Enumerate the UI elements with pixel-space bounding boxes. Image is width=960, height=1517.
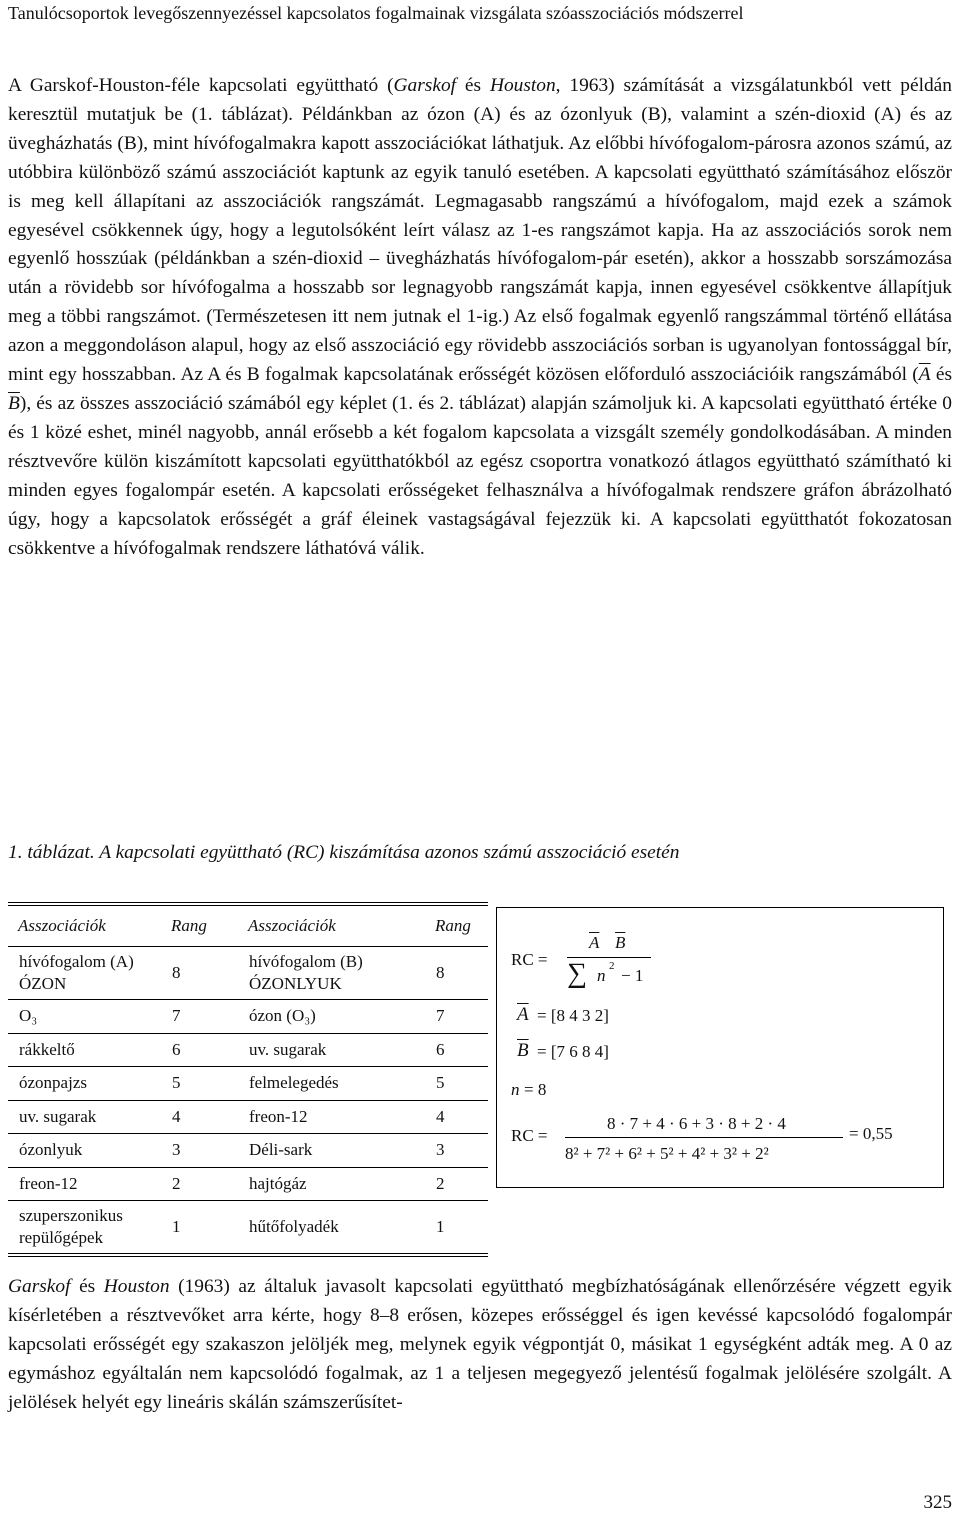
rank-b-cell: 1 (425, 1201, 488, 1256)
col-header-associations-a: Asszociációk (8, 904, 161, 947)
association-a-cell: rákkeltő (8, 1033, 161, 1067)
rank-a-cell: 5 (161, 1067, 238, 1101)
association-a-cell: hívófogalom (A) ÓZON (8, 947, 161, 1000)
rank-a-cell: 8 (161, 947, 238, 1000)
a-vector-label: $\overline{A}$ (517, 1004, 529, 1025)
association-a-cell: uv. sugarak (8, 1100, 161, 1134)
page-number: 325 (923, 1492, 952, 1513)
rc-calc-denominator: 8² + 7² + 6² + 5² + 4² + 3² + 2² (565, 1144, 769, 1163)
rank-b-cell: 8 (425, 947, 488, 1000)
rc-calc-numerator: 8 · 7 + 4 · 6 + 3 · 8 + 2 · 4 (607, 1114, 786, 1133)
association-b-cell: hajtógáz (238, 1167, 425, 1201)
association-b-cell: ózon (O₃) (238, 1000, 425, 1034)
rc-numerator-b: $\overline{B}$ (615, 933, 626, 952)
table-row (8, 1167, 488, 1201)
rc-denominator-exp: 2 (609, 960, 615, 972)
rc-numerator-a: $\overline{A}$ (589, 933, 600, 952)
association-rank-table (8, 902, 488, 1257)
rank-a-cell: 1 (161, 1201, 238, 1256)
rank-b-cell: 4 (425, 1100, 488, 1134)
body-paragraph-2: Garskof és Houston (1963) az általuk javasolt kapcsolati együttható megbízhatóságának ellenőrzésére végzett egyik kísérletében a résztvevőket arra kérte, hogy 8–8 erősen, közepes erősséggel és igen kevéssé kapcsolódó fogalompár kapcsolati erősségét egy szakaszon jelöljék meg, melynek egyik végpontját 0, másikat 1 egységként adták meg. A 0 az egymáshoz egyáltalán nem kapcsolódó fogalmak, az 1 a teljesen megegyező jelentésű fogalmak jelölésére szolgált. A jelölések helyét egy lineáris skálán számszerűsítet- (8, 1276, 952, 1413)
association-a-cell: ózonpajzs (8, 1067, 161, 1101)
rank-b-cell: 2 (425, 1167, 488, 1201)
table-row (8, 1134, 488, 1168)
rank-b-cell: 3 (425, 1134, 488, 1168)
rank-a-cell: 4 (161, 1100, 238, 1134)
association-b-cell: freon-12 (238, 1100, 425, 1134)
table-row (8, 1000, 488, 1034)
table-row (8, 1067, 488, 1101)
table-row (8, 1100, 488, 1134)
table-caption: 1. táblázat. A kapcsolati együttható (RC) kiszámítása azonos számú asszociáció esetén (8, 842, 680, 863)
col-header-associations-b: Asszociációk (238, 904, 425, 947)
n-value: = 8 (524, 1080, 547, 1099)
association-a-cell: freon-12 (8, 1167, 161, 1201)
rc-denominator-n: n (597, 966, 606, 985)
association-a-cell: szuperszonikus repülőgépek (8, 1201, 161, 1256)
col-header-rank-a: Rang (161, 904, 238, 947)
rc-calc-fraction-line (565, 1137, 843, 1138)
b-vector-label: $\overline{B}$ (517, 1040, 529, 1061)
table-row (8, 1033, 488, 1067)
association-b-cell: uv. sugarak (238, 1033, 425, 1067)
col-header-rank-b: Rang (425, 904, 488, 947)
table-row (8, 1201, 488, 1256)
association-b-cell: hívófogalom (B) ÓZONLYUK (238, 947, 425, 1000)
association-b-cell: Déli-sark (238, 1134, 425, 1168)
association-a-cell: O₃ (8, 1000, 161, 1034)
body-paragraph-1: A Garskof-Houston-féle kapcsolati együttható (Garskof és Houston, 1963) számítását a vizsgálatunkból vett példán keresztül mutatjuk be (1. táblázat). Példánkban az ózon (A) és az ózonlyuk (B), valamint a szén-dioxid (A) és az üvegházhatás (B), mint hívófogalmakra kapott asszociációkat láthatjuk. Az előbbi hívófogalom-párosra azonos számú, az utóbbira különböző számú asszociációt kaptunk az egyik tanuló esetében. A kapcsolati együttható számításához először is meg kell állapítani az asszociációk rangszámát. Legmagasabb rangszámú a hívófogalom, majd ezek a számok egyesével csökkennek úgy, hogy a legutolsóként leírt válasz az 1-es rangszámot kapja. Ha az asszociációs sorok nem egyenlő hosszúak (példánkban a szén-dioxid – üvegházhatás hívófogalom-pár esetén), akkor a hosszabb sorszámozása után a rövidebb sor hívófogalma a hosszabb sor legnagyobb rangszámát kapja, innen egyesével csökkentve állapítjuk meg a többi rangszámot. (Természetesen itt nem jutnak el 1-ig.) Az első fogalmak egyenlő rangszámmal történő ellátása azon a meggondoláson alapul, hogy az első asszociáció egy rövidebb asszociációs sorban is ugyanolyan fontossággal bír, mint egy hosszabban. Az A és B fogalmak kapcsolatának erősségét közösen előforduló asszociációik rangszámából ($\overline{A}$ és $\overline{B}$), és az összes asszociáció számából egy képlet (1. és 2. táblázat) alapján számoljuk ki. A kapcsolati együttható értéke 0 és 1 közé eshet, minél nagyobb, annál erősebb a két fogalom kapcsolata a vizsgált személy gondolkodásában. A minden résztvevőre külön kiszámított kapcsolati együtthatókból az egész csoportra vonatkozó átlagos együttható számítható ki minden egyes fogalompár esetén. A kapcsolati erősségeket felhasználva a hívófogalmak rendszere gráfon ábrázolható úgy, hogy a kapcsolatok erősségét a gráf éleinek vastagságával fejezzük ki. A kapcsolati együtthatót fokozatosan csökkentve a hívófogalmak rendszere láthatóvá válik. (8, 75, 952, 559)
rc-calc-result: = 0,55 (849, 1124, 893, 1143)
b-vector-value: = [7 6 8 4] (537, 1042, 609, 1061)
rank-a-cell: 6 (161, 1033, 238, 1067)
rank-b-cell: 5 (425, 1067, 488, 1101)
a-vector-value: = [8 4 3 2] (537, 1006, 609, 1025)
n-label: n (511, 1080, 520, 1099)
rc-calc-label: RC = (511, 1126, 548, 1145)
b-bar-symbol: $\overline{B}$ (8, 392, 20, 414)
rank-a-cell: 7 (161, 1000, 238, 1034)
table-row (8, 947, 488, 1000)
rank-b-cell: 6 (425, 1033, 488, 1067)
association-a-cell: ózonlyuk (8, 1134, 161, 1168)
association-b-cell: hűtőfolyadék (238, 1201, 425, 1256)
sum-symbol: ∑ (567, 958, 587, 989)
rank-a-cell: 2 (161, 1167, 238, 1201)
formula-box (496, 907, 944, 1188)
running-header: Tanulócsoportok levegőszennyezéssel kapcsolatos fogalmainak vizsgálata szóasszociációs módszerrel (8, 3, 744, 23)
rank-a-cell: 3 (161, 1134, 238, 1168)
association-b-cell: felmelegedés (238, 1067, 425, 1101)
a-bar-symbol: $\overline{A}$ (918, 364, 931, 386)
rank-b-cell: 7 (425, 1000, 488, 1034)
rc-label: RC = (511, 950, 548, 969)
rc-denominator-rest: − 1 (621, 966, 644, 985)
